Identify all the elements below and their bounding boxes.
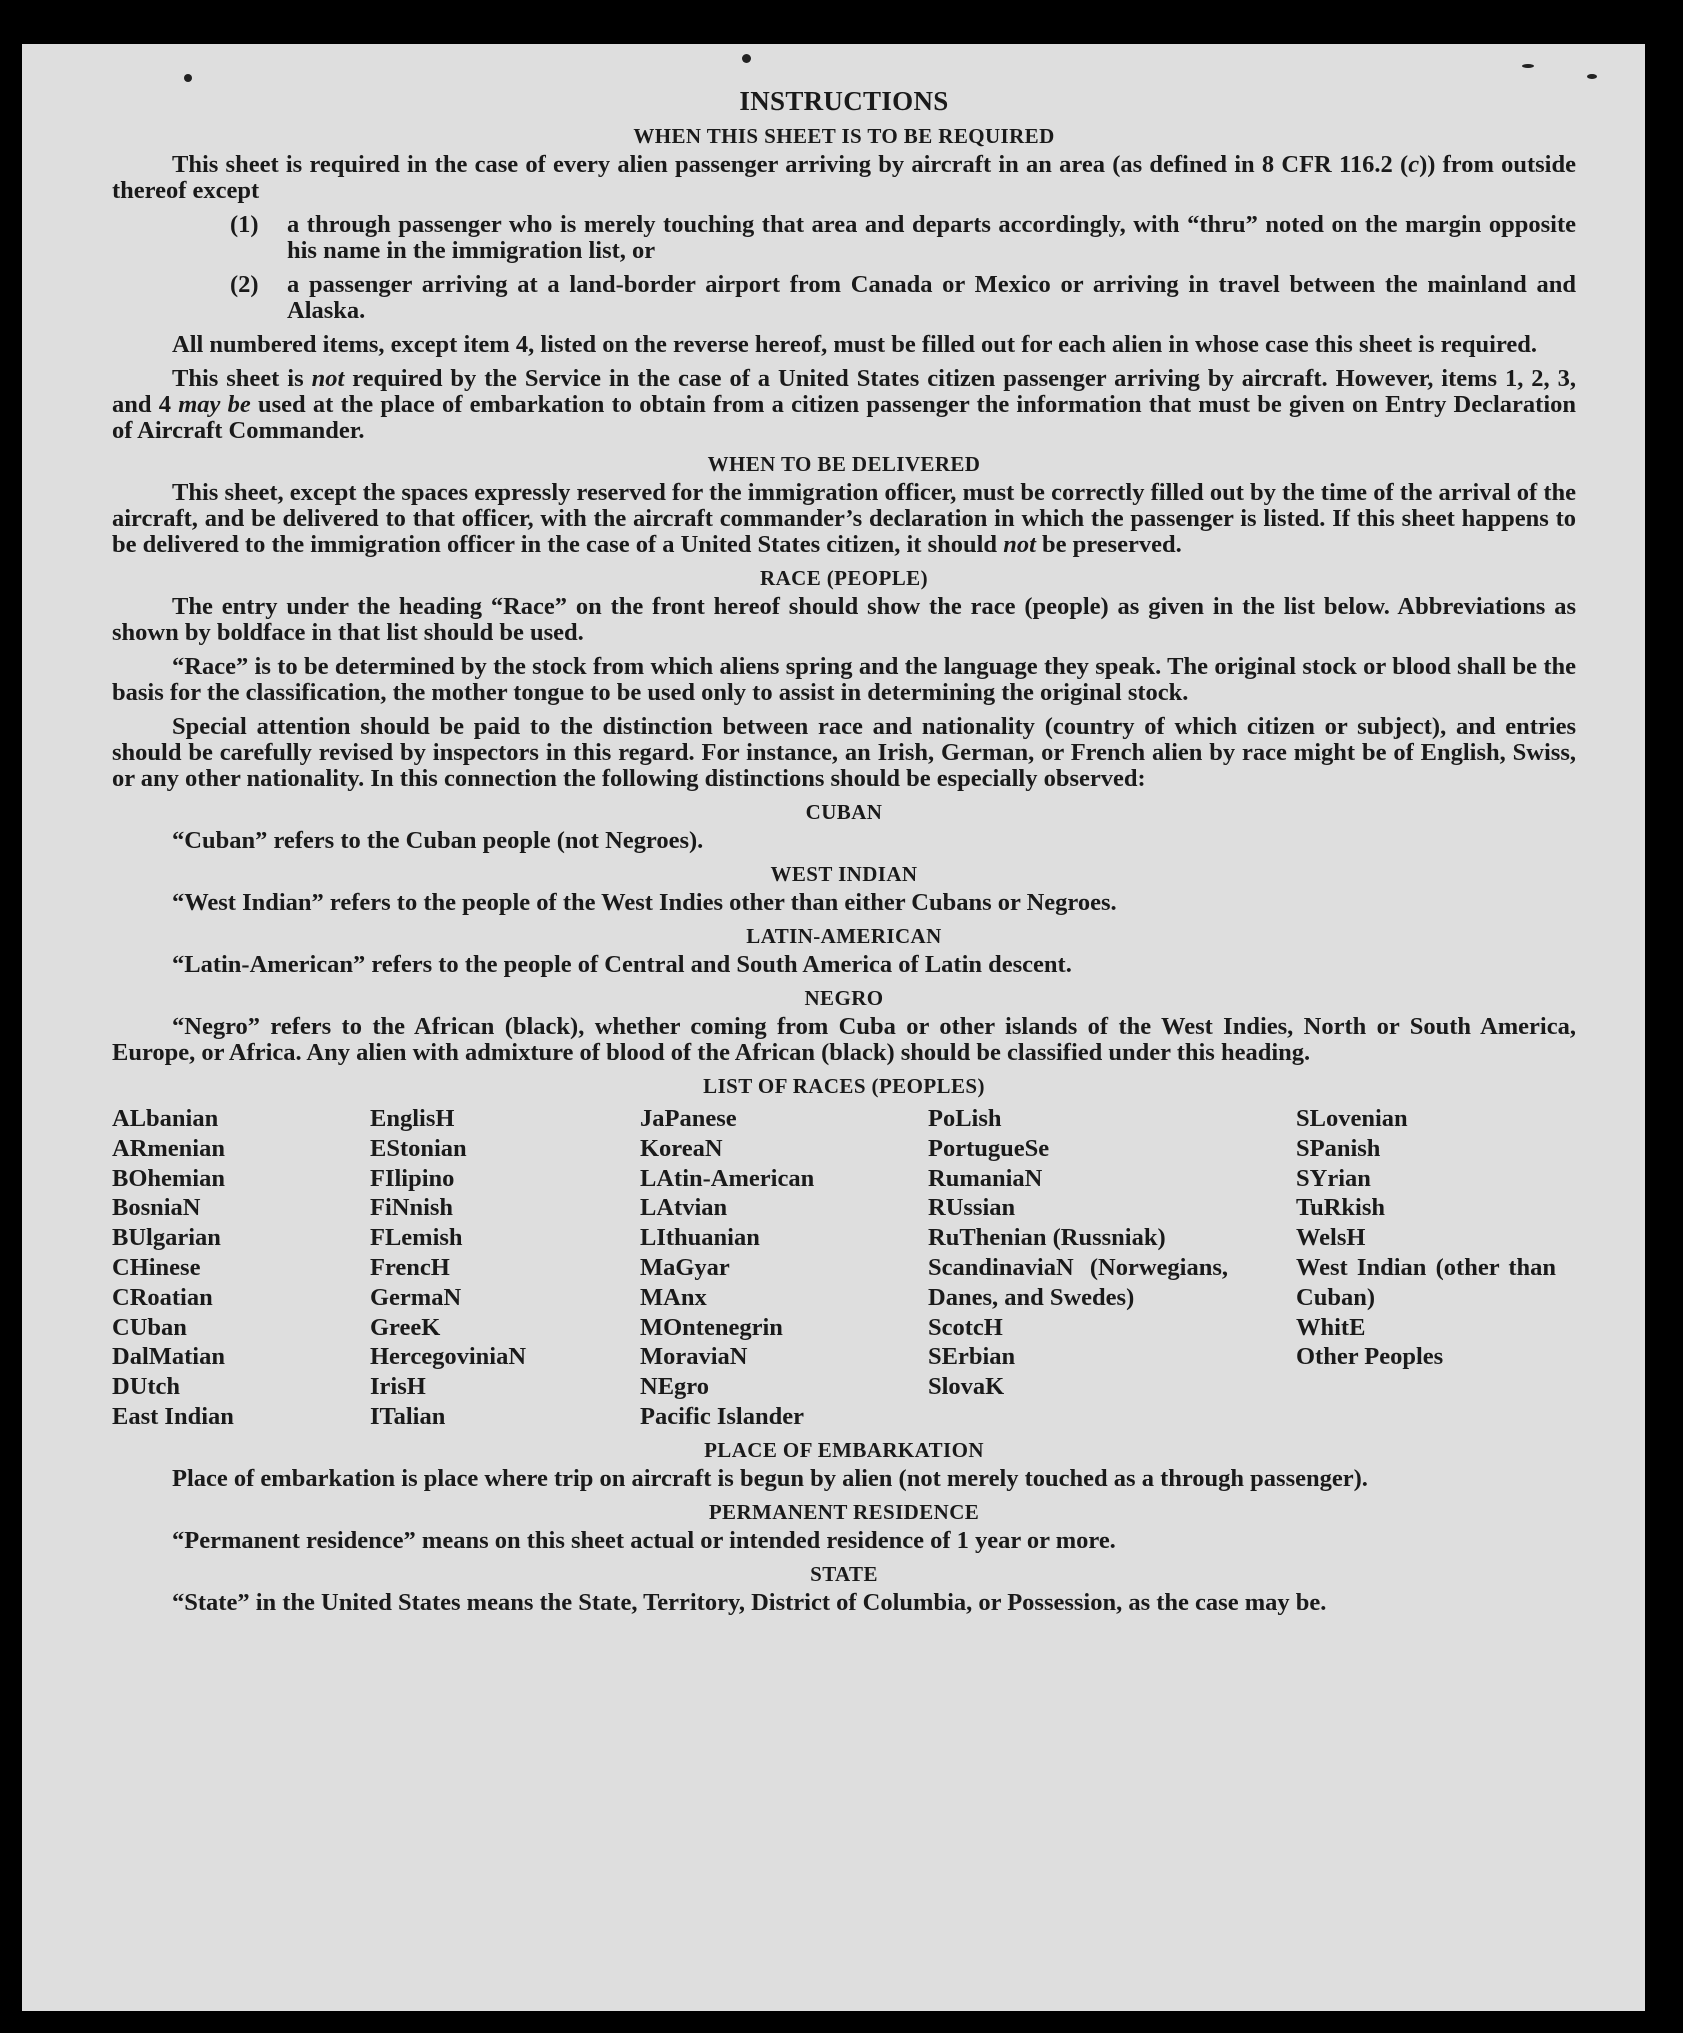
race-entry: SErbian bbox=[928, 1343, 1016, 1371]
race-entry: RUssian bbox=[928, 1194, 1016, 1222]
section-heading-race: RACE (PEOPLE) bbox=[760, 566, 928, 590]
races-column-1 bbox=[112, 1104, 370, 1432]
page-title: INSTRUCTIONS bbox=[739, 86, 949, 116]
section-heading-list-of-races: LIST OF RACES (PEOPLES) bbox=[703, 1074, 985, 1098]
list-item: (1) a through passenger who is merely touching that area and departs accordingly, with “thru” noted on the margin opposite his name in the immigration list, or bbox=[230, 211, 1576, 264]
document-page bbox=[22, 44, 1645, 2011]
race-entry: ScotcH bbox=[928, 1313, 1003, 1341]
race-entry: ScandinaviaN (Norwegians, Danes, and Swedes) bbox=[928, 1253, 1228, 1311]
speck bbox=[1522, 64, 1534, 68]
section-heading-negro: NEGRO bbox=[804, 986, 884, 1010]
race-entry: SPanish bbox=[1296, 1134, 1381, 1162]
races-column-5 bbox=[1296, 1104, 1576, 1432]
race-entry: MOntenegrin bbox=[640, 1313, 783, 1341]
races-column-4 bbox=[928, 1104, 1296, 1432]
race-entry: LIthuanian bbox=[640, 1224, 760, 1252]
race-entry: EnglisH bbox=[370, 1105, 455, 1132]
list-item: (2) a passenger arriving at a land-border airport from Canada or Mexico or arriving in travel between the mainland and Alaska. bbox=[230, 271, 1576, 324]
race-entry: TuRkish bbox=[1296, 1194, 1386, 1222]
race-entry: LAtin-American bbox=[640, 1164, 815, 1192]
race-entry: MoraviaN bbox=[640, 1343, 748, 1371]
race-entry: FiNnish bbox=[370, 1194, 454, 1222]
section-heading-west-indian: WEST INDIAN bbox=[770, 862, 918, 886]
paragraph: “Race” is to be determined by the stock from which aliens spring and the language they speak. The original stock or blood shall be the basis for the classification, the mother tongue to be used only to assist in determining the original stock. bbox=[112, 653, 1576, 706]
race-entry: CUban bbox=[112, 1313, 187, 1341]
section-heading-cuban: CUBAN bbox=[805, 800, 883, 824]
race-entry: GermaN bbox=[370, 1283, 462, 1311]
section-heading-embarkation: PLACE OF EMBARKATION bbox=[704, 1437, 984, 1462]
paragraph: Special attention should be paid to the distinction between race and nationality (country of which citizen or subject), and entries should be carefully revised by inspectors in this regard. For instance, an Irish, German, or French alien by race might be of English, Swiss, or any other nationality. In this connection the following distinctions should be especially observed: bbox=[112, 713, 1576, 792]
race-entry: BOhemian bbox=[112, 1164, 225, 1192]
race-entry: PoLish bbox=[928, 1105, 1002, 1132]
race-entry: EStonian bbox=[370, 1134, 467, 1162]
section-heading-latin-american: LATIN-AMERICAN bbox=[746, 924, 942, 948]
races-column-3 bbox=[640, 1104, 928, 1432]
race-entry: CRoatian bbox=[112, 1283, 213, 1311]
race-entry: DUtch bbox=[112, 1373, 181, 1401]
race-entry: WhitE bbox=[1296, 1313, 1366, 1341]
race-entry: Pacific Islander bbox=[640, 1402, 804, 1430]
paragraph: This sheet is not required by the Service in the case of a United States citizen passenger arriving by aircraft. However, items 1, 2, 3, and 4 may be used at the place of embarkation to obtain from a citizen passenger the information that must be given on Entry Declaration of Aircraft Commander. bbox=[112, 365, 1577, 444]
paragraph: “State” in the United States means the State, Territory, District of Columbia, or Possession, as the case may be. bbox=[172, 1588, 1327, 1616]
race-entry: RumaniaN bbox=[928, 1164, 1043, 1192]
race-entry: NEgro bbox=[640, 1373, 709, 1401]
race-entry: FrencH bbox=[370, 1253, 450, 1281]
race-entry: CHinese bbox=[112, 1253, 201, 1281]
paragraph: This sheet is required in the case of every alien passenger arriving by aircraft in an area (as defined in 8 CFR 116.2 (c)) from outside thereof except bbox=[112, 151, 1576, 204]
paragraph: The entry under the heading “Race” on the front hereof should show the race (people) as given in the list below. Abbreviations as shown by boldface in that list should be used. bbox=[112, 593, 1576, 646]
speck bbox=[1587, 74, 1597, 79]
races-column-2 bbox=[370, 1104, 640, 1432]
section-heading-delivered: WHEN TO BE DELIVERED bbox=[707, 452, 981, 476]
speck bbox=[184, 74, 192, 82]
instructions-body bbox=[112, 84, 1576, 1624]
race-entry: MaGyar bbox=[640, 1253, 730, 1281]
race-entry: RuThenian (Russniak) bbox=[928, 1224, 1166, 1252]
speck bbox=[742, 54, 751, 63]
race-entry: MAnx bbox=[640, 1283, 707, 1311]
race-entry: FIlipino bbox=[370, 1164, 455, 1192]
race-entry: East Indian bbox=[112, 1402, 234, 1430]
race-entry: LAtvian bbox=[640, 1194, 728, 1222]
paragraph: “Negro” refers to the African (black), whether coming from Cuba or other islands of the West Indies, North or South America, Europe, or Africa. Any alien with admixture of blood of the African (black) should be classified under this heading. bbox=[112, 1013, 1576, 1066]
section-heading-state: STATE bbox=[810, 1561, 878, 1586]
section-heading-permanent-residence: PERMANENT RESIDENCE bbox=[708, 1499, 980, 1524]
race-entry: IrisH bbox=[370, 1373, 426, 1401]
race-entry: ITalian bbox=[370, 1402, 446, 1430]
race-entry: Other Peoples bbox=[1296, 1343, 1444, 1371]
race-entry: SYrian bbox=[1296, 1164, 1371, 1192]
section-heading-required: WHEN THIS SHEET IS TO BE REQUIRED bbox=[633, 124, 1055, 148]
races-table bbox=[112, 1104, 1576, 1432]
paragraph: This sheet, except the spaces expressly reserved for the immigration officer, must be correctly filled out by the time of the arrival of the aircraft, and be delivered to that officer, with the aircraft commander’s declaration in which the passenger is listed. If this sheet happens to be delivered to the immigration officer in the case of a United States citizen, it should not be preserved. bbox=[112, 479, 1576, 558]
paragraph: All numbered items, except item 4, listed on the reverse hereof, must be filled out for each alien in whose case this sheet is required. bbox=[172, 331, 1538, 358]
race-entry: PortugueSe bbox=[928, 1134, 1050, 1162]
race-entry: KoreaN bbox=[640, 1134, 723, 1162]
race-entry: FLemish bbox=[370, 1224, 463, 1252]
paragraph: Place of embarkation is place where trip on aircraft is begun by alien (not merely touched as a through passenger). bbox=[172, 1464, 1368, 1492]
paragraph: “Latin-American” refers to the people of Central and South America of Latin descent. bbox=[172, 951, 1072, 978]
paragraph: “West Indian” refers to the people of the West Indies other than either Cubans or Negroes. bbox=[172, 889, 1117, 916]
race-entry: SlovaK bbox=[928, 1373, 1005, 1401]
race-entry: ARmenian bbox=[112, 1134, 225, 1162]
race-entry: BosniaN bbox=[112, 1194, 201, 1222]
race-entry: BUlgarian bbox=[112, 1224, 221, 1252]
race-entry: West Indian (other than Cuban) bbox=[1296, 1253, 1556, 1311]
race-entry: JaPanese bbox=[640, 1105, 737, 1132]
race-entry: WelsH bbox=[1296, 1224, 1366, 1252]
race-entry: ALbanian bbox=[112, 1105, 219, 1132]
paragraph: “Cuban” refers to the Cuban people (not Negroes). bbox=[172, 827, 704, 854]
paragraph: “Permanent residence” means on this sheet actual or intended residence of 1 year or more. bbox=[172, 1526, 1116, 1554]
race-entry: GreeK bbox=[370, 1313, 441, 1341]
race-entry: DalMatian bbox=[112, 1343, 225, 1371]
race-entry: HercegoviniaN bbox=[370, 1343, 527, 1371]
race-entry: SLovenian bbox=[1296, 1105, 1408, 1132]
